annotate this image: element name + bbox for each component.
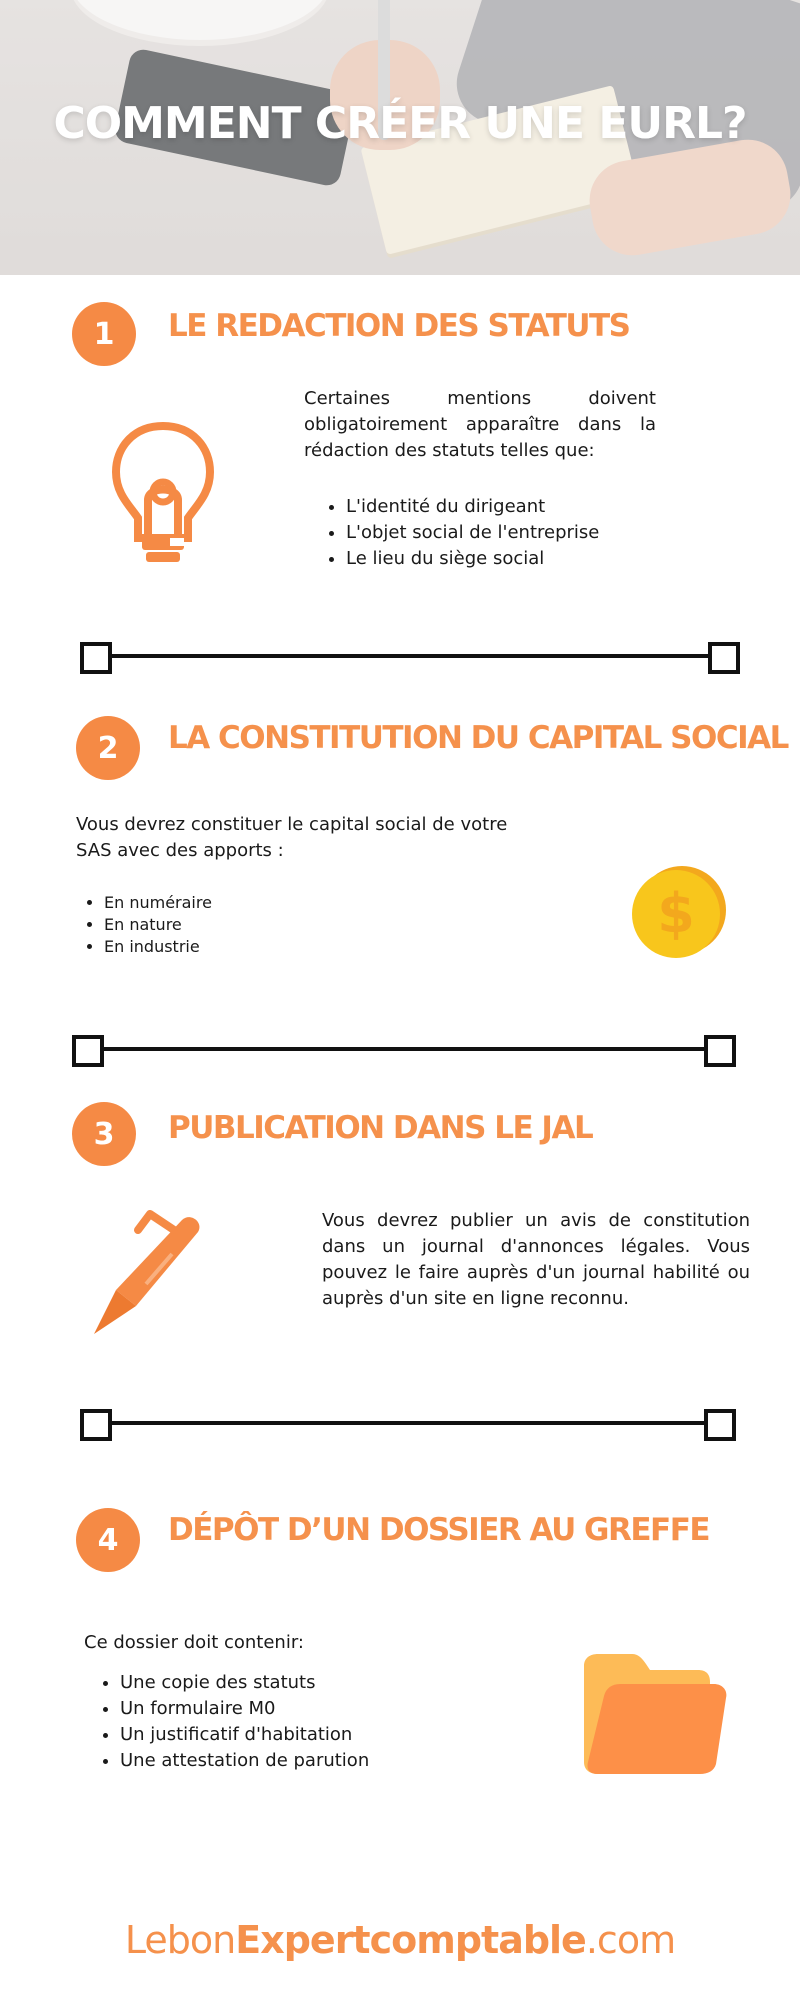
list-item: • L'objet social de l'entreprise bbox=[346, 520, 606, 546]
pen-icon bbox=[86, 1210, 216, 1340]
step-number-1: 1 bbox=[72, 302, 136, 366]
lightbulb-icon bbox=[108, 420, 218, 570]
separator-end bbox=[704, 1409, 736, 1441]
hero-banner bbox=[0, 0, 800, 275]
section-title-4: DÉPÔT D’UN DOSSIER AU GREFFE bbox=[168, 1512, 710, 1548]
section-1-intro: Certaines mentions doivent obligatoirement apparaître dans la rédaction des statuts telles que: bbox=[304, 388, 656, 461]
section-4-intro: Ce dossier doit contenir: bbox=[84, 1632, 304, 1653]
folder-icon bbox=[578, 1652, 728, 1778]
section-title-2: LA CONSTITUTION DU CAPITAL SOCIAL bbox=[168, 720, 788, 756]
brand-logo bbox=[0, 1918, 800, 1962]
separator-end bbox=[704, 1035, 736, 1067]
list-item: • Un justificatif d'habitation bbox=[120, 1722, 500, 1748]
step-number-4: 4 bbox=[76, 1508, 140, 1572]
list-item: • Une attestation de parution bbox=[120, 1748, 500, 1774]
separator-end bbox=[80, 642, 112, 674]
section-title-1: LE REDACTION DES STATUTS bbox=[168, 308, 630, 344]
brand-part: Lebon bbox=[124, 1918, 236, 1962]
page-title: COMMENT CRÉER UNE EURL? bbox=[53, 98, 747, 149]
list-item: • Un formulaire M0 bbox=[120, 1696, 500, 1722]
separator-end bbox=[80, 1409, 112, 1441]
list-item: • En numéraire bbox=[104, 892, 344, 914]
section-2-intro: Vous devrez constituer le capital social de votre SAS avec des apports : bbox=[76, 814, 508, 861]
list-item: • En nature bbox=[104, 914, 344, 936]
list-item: • L'identité du dirigeant bbox=[346, 494, 606, 520]
section-3-text: Vous devrez publier un avis de constitution dans un journal d'annonces légales. Vous pouvez le faire auprès d'un journal habilité ou auprès d'un site en ligne reconnu. bbox=[322, 1210, 750, 1309]
section-title-3: PUBLICATION DANS LE JAL bbox=[168, 1110, 593, 1146]
section-1-list bbox=[324, 494, 606, 572]
dollar-coin-icon bbox=[626, 862, 730, 962]
list-item: • Le lieu du siège social bbox=[346, 546, 606, 572]
list-item: • Une copie des statuts bbox=[120, 1670, 500, 1696]
step-number-2: 2 bbox=[76, 716, 140, 780]
section-4-list bbox=[98, 1670, 500, 1774]
section-2-list bbox=[82, 892, 344, 958]
separator-line bbox=[96, 654, 714, 658]
separator-line bbox=[96, 1421, 714, 1425]
separator-line bbox=[88, 1047, 708, 1051]
separator-end bbox=[708, 642, 740, 674]
list-item: • En industrie bbox=[104, 936, 344, 958]
step-number-3: 3 bbox=[72, 1102, 136, 1166]
svg-text:$: $ bbox=[657, 882, 695, 945]
brand-part: Expertcomptable bbox=[235, 1918, 586, 1962]
separator-end bbox=[72, 1035, 104, 1067]
brand-part: .com bbox=[585, 1918, 676, 1962]
